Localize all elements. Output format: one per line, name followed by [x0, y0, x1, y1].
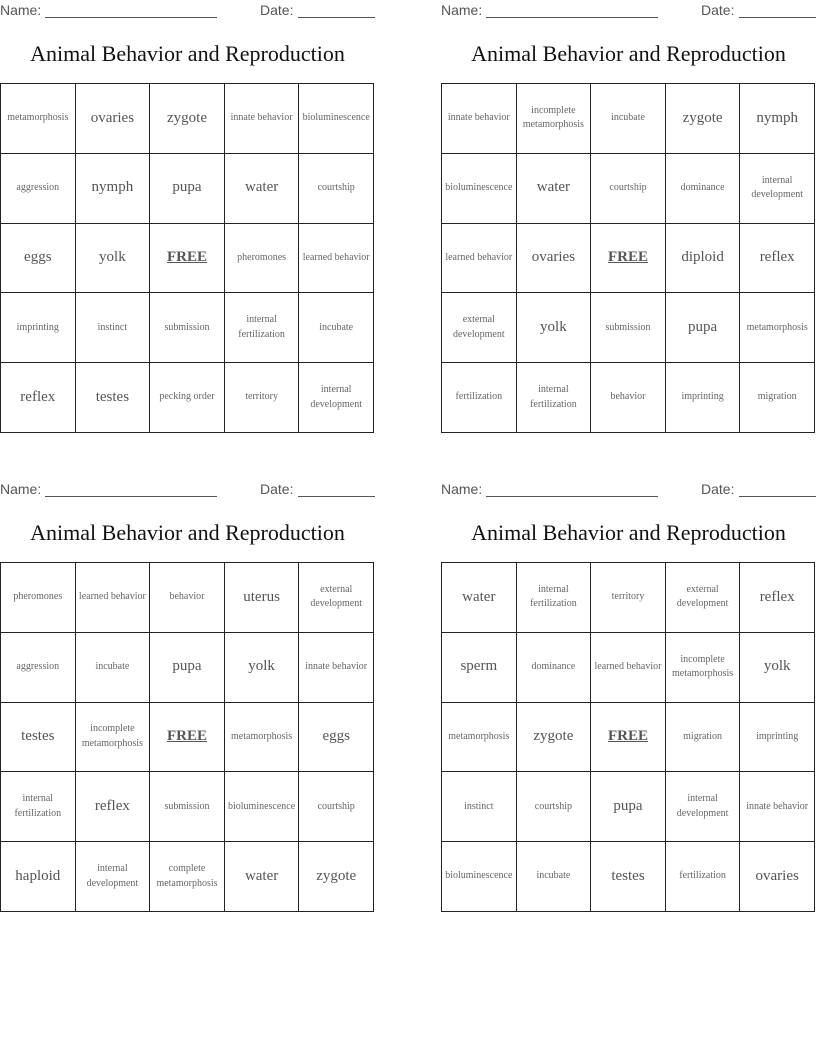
bingo-cell[interactable]: incomplete metamorphosis: [76, 703, 151, 773]
bingo-cell[interactable]: pheromones: [1, 563, 76, 633]
date-label: Date:: [260, 481, 294, 497]
free-space[interactable]: FREE: [150, 703, 225, 773]
bingo-cell[interactable]: yolk: [740, 633, 815, 703]
bingo-cell[interactable]: instinct: [76, 293, 151, 363]
bingo-card-3: [0, 479, 375, 919]
bingo-cell[interactable]: metamorphosis: [442, 703, 517, 773]
name-field[interactable]: [486, 17, 658, 18]
bingo-cell[interactable]: diploid: [666, 224, 741, 294]
bingo-cell[interactable]: bioluminescence: [225, 772, 300, 842]
bingo-cell[interactable]: internal development: [740, 154, 815, 224]
bingo-cell[interactable]: pupa: [150, 154, 225, 224]
date-label: Date:: [701, 2, 735, 18]
bingo-cell[interactable]: dominance: [666, 154, 741, 224]
bingo-cell[interactable]: imprinting: [740, 703, 815, 773]
bingo-cell[interactable]: ovaries: [517, 224, 592, 294]
bingo-cell[interactable]: incomplete metamorphosis: [517, 84, 592, 154]
bingo-cell[interactable]: ovaries: [76, 84, 151, 154]
bingo-cell[interactable]: bioluminescence: [442, 842, 517, 912]
bingo-cell[interactable]: incubate: [299, 293, 374, 363]
bingo-cell[interactable]: haploid: [1, 842, 76, 912]
bingo-cell[interactable]: territory: [225, 363, 300, 433]
bingo-cell[interactable]: internal fertilization: [517, 363, 592, 433]
bingo-cell[interactable]: behavior: [150, 563, 225, 633]
bingo-grid: [441, 562, 815, 912]
bingo-cell[interactable]: zygote: [517, 703, 592, 773]
bingo-cell[interactable]: external development: [666, 563, 741, 633]
bingo-cell[interactable]: internal fertilization: [1, 772, 76, 842]
bingo-cell[interactable]: innate behavior: [225, 84, 300, 154]
bingo-cell[interactable]: pecking order: [150, 363, 225, 433]
bingo-cell[interactable]: reflex: [740, 224, 815, 294]
bingo-cell[interactable]: aggression: [1, 154, 76, 224]
bingo-cell[interactable]: metamorphosis: [1, 84, 76, 154]
bingo-cell[interactable]: innate behavior: [740, 772, 815, 842]
name-label: Name:: [0, 2, 42, 18]
name-label: Name:: [441, 481, 483, 497]
bingo-cell[interactable]: dominance: [517, 633, 592, 703]
bingo-cell[interactable]: ovaries: [740, 842, 815, 912]
bingo-cell[interactable]: learned behavior: [442, 224, 517, 294]
bingo-cell[interactable]: pheromones: [225, 224, 300, 294]
name-date-line: [441, 2, 816, 22]
bingo-cell[interactable]: internal development: [76, 842, 151, 912]
bingo-cell[interactable]: nymph: [76, 154, 151, 224]
bingo-cell[interactable]: migration: [666, 703, 741, 773]
bingo-cell[interactable]: internal fertilization: [225, 293, 300, 363]
bingo-cell[interactable]: yolk: [225, 633, 300, 703]
bingo-cell[interactable]: water: [225, 842, 300, 912]
bingo-cell[interactable]: territory: [591, 563, 666, 633]
bingo-cell[interactable]: water: [442, 563, 517, 633]
bingo-grid: [441, 83, 815, 433]
date-label: Date:: [260, 2, 294, 18]
bingo-cell[interactable]: testes: [76, 363, 151, 433]
bingo-cell[interactable]: bioluminescence: [299, 84, 374, 154]
bingo-cell[interactable]: eggs: [1, 224, 76, 294]
bingo-cell[interactable]: reflex: [76, 772, 151, 842]
free-space[interactable]: FREE: [591, 703, 666, 773]
bingo-cell[interactable]: eggs: [299, 703, 374, 773]
bingo-cell[interactable]: reflex: [1, 363, 76, 433]
bingo-cell[interactable]: submission: [150, 293, 225, 363]
bingo-cell[interactable]: internal development: [299, 363, 374, 433]
free-space[interactable]: FREE: [591, 224, 666, 294]
card-title: Animal Behavior and Reproduction: [30, 41, 345, 66]
bingo-cell[interactable]: metamorphosis: [225, 703, 300, 773]
bingo-cell[interactable]: yolk: [76, 224, 151, 294]
bingo-cell[interactable]: external development: [299, 563, 374, 633]
bingo-cell[interactable]: testes: [591, 842, 666, 912]
bingo-cell[interactable]: pupa: [150, 633, 225, 703]
bingo-cell[interactable]: incubate: [591, 84, 666, 154]
bingo-cell[interactable]: courtship: [517, 772, 592, 842]
date-field[interactable]: [298, 496, 375, 497]
bingo-cell[interactable]: learned behavior: [591, 633, 666, 703]
bingo-cell[interactable]: learned behavior: [299, 224, 374, 294]
name-field[interactable]: [45, 496, 217, 497]
bingo-cell[interactable]: submission: [591, 293, 666, 363]
bingo-cell[interactable]: fertilization: [666, 842, 741, 912]
bingo-cell[interactable]: bioluminescence: [442, 154, 517, 224]
bingo-cell[interactable]: courtship: [299, 772, 374, 842]
bingo-cell[interactable]: innate behavior: [442, 84, 517, 154]
bingo-cell[interactable]: imprinting: [666, 363, 741, 433]
bingo-cell[interactable]: learned behavior: [76, 563, 151, 633]
bingo-cell[interactable]: pupa: [666, 293, 741, 363]
name-field[interactable]: [45, 17, 217, 18]
bingo-cell[interactable]: instinct: [442, 772, 517, 842]
bingo-cell[interactable]: uterus: [225, 563, 300, 633]
bingo-cell[interactable]: pupa: [591, 772, 666, 842]
bingo-card-2: [441, 0, 816, 440]
bingo-cell[interactable]: water: [225, 154, 300, 224]
bingo-cell[interactable]: zygote: [299, 842, 374, 912]
bingo-cell[interactable]: aggression: [1, 633, 76, 703]
bingo-cell[interactable]: zygote: [150, 84, 225, 154]
bingo-cell[interactable]: behavior: [591, 363, 666, 433]
bingo-cell[interactable]: nymph: [740, 84, 815, 154]
bingo-cell[interactable]: courtship: [299, 154, 374, 224]
bingo-cell[interactable]: imprinting: [1, 293, 76, 363]
bingo-cell[interactable]: water: [517, 154, 592, 224]
bingo-cell[interactable]: complete metamorphosis: [150, 842, 225, 912]
bingo-cell[interactable]: fertilization: [442, 363, 517, 433]
bingo-cell[interactable]: migration: [740, 363, 815, 433]
free-space[interactable]: FREE: [150, 224, 225, 294]
name-date-line: [0, 2, 375, 22]
bingo-grid: [0, 83, 374, 433]
bingo-cell[interactable]: innate behavior: [299, 633, 374, 703]
date-field[interactable]: [739, 496, 816, 497]
name-date-line: [0, 481, 375, 501]
bingo-card-4: [441, 479, 816, 919]
bingo-grid: [0, 562, 374, 912]
bingo-cell[interactable]: internal development: [666, 772, 741, 842]
bingo-cell[interactable]: testes: [1, 703, 76, 773]
bingo-cell[interactable]: zygote: [666, 84, 741, 154]
name-label: Name:: [0, 481, 42, 497]
bingo-cell[interactable]: sperm: [442, 633, 517, 703]
name-date-line: [441, 481, 816, 501]
bingo-cell[interactable]: courtship: [591, 154, 666, 224]
date-field[interactable]: [739, 17, 816, 18]
bingo-card-1: [0, 0, 375, 440]
bingo-cell[interactable]: incomplete metamorphosis: [666, 633, 741, 703]
bingo-cell[interactable]: metamorphosis: [740, 293, 815, 363]
bingo-cell[interactable]: external development: [442, 293, 517, 363]
bingo-cell[interactable]: reflex: [740, 563, 815, 633]
name-field[interactable]: [486, 496, 658, 497]
date-field[interactable]: [298, 17, 375, 18]
name-label: Name:: [441, 2, 483, 18]
bingo-cell[interactable]: yolk: [517, 293, 592, 363]
bingo-cell[interactable]: incubate: [76, 633, 151, 703]
card-title: Animal Behavior and Reproduction: [471, 41, 786, 66]
date-label: Date:: [701, 481, 735, 497]
bingo-cell[interactable]: internal fertilization: [517, 563, 592, 633]
card-title: Animal Behavior and Reproduction: [471, 520, 786, 545]
bingo-cell[interactable]: incubate: [517, 842, 592, 912]
bingo-cell[interactable]: submission: [150, 772, 225, 842]
card-title: Animal Behavior and Reproduction: [30, 520, 345, 545]
